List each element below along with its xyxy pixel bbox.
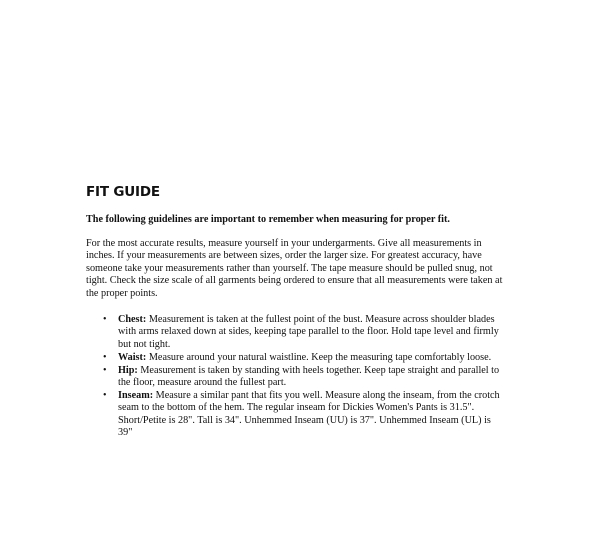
item-term: Chest: [118,314,147,326]
guidelines-subheading: The following guidelines are important to remember when measuring for proper fit. [86,214,450,225]
item-text: Measure around your natural waistline. Keep the measuring tape comfortably loose. [146,351,492,363]
list-item-chest [86,314,506,351]
item-text: Measurement is taken at the fullest point of the bust. Measure across shoulder blades with arms relaxed down at sides, keeping tape parallel to the floor. Hold tape level and firmly but not tight. [118,314,499,350]
item-term: Inseam: [118,389,154,401]
bullet-icon: • [103,389,107,401]
item-term: Waist: [118,351,147,363]
list-item-inseam [86,390,506,440]
item-term: Hip: [118,364,138,376]
item-text: Measurement is taken by standing with heels together. Keep tape straight and parallel to the floor, measure around the fullest part. [118,364,500,389]
fit-guide-content [86,184,506,440]
bullet-icon: • [103,364,107,376]
list-item-hip [86,365,506,390]
page-title: FIT GUIDE [86,184,160,200]
intro-paragraph: For the most accurate results, measure yourself in your undergarments. Give all measurements in inches. If your measurements are between sizes, order the larger size. For greatest accuracy, have someone take your measurements rather than yourself. The tape measure should be pulled snug, not tight. Check the size scale of all garments being ordered to ensure that all measurements were taken at the proper points. [86,238,503,299]
bullet-icon: • [103,314,107,326]
bullet-icon: • [103,351,107,363]
measurement-list [86,314,506,440]
list-item-waist [86,352,506,364]
item-text: Measure a similar pant that fits you well. Measure along the inseam, from the crotch seam to the bottom of the hem. The regular inseam for Dickies Women's Pants is 31.5". Short/Petite is 28". Tall is 34". Unhemmed Inseam (UU) is 37". Unhemmed Inseam (UL) is 39" [118,389,500,439]
